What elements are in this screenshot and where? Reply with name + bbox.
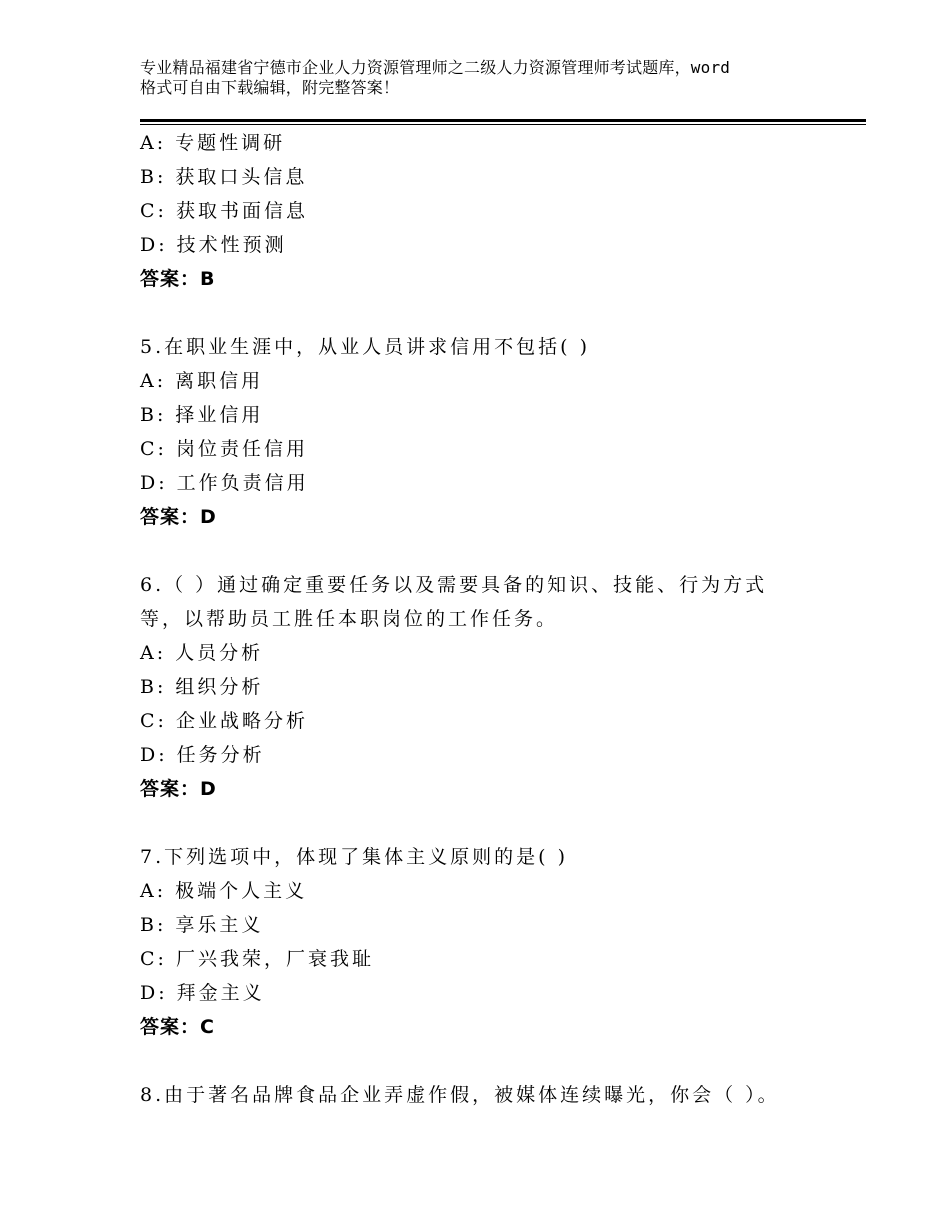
answer-label: 答案：D <box>140 506 217 528</box>
answer-label: 答案：C <box>140 1016 215 1038</box>
option-c: C: 获取书面信息 <box>140 200 308 222</box>
question-8 <box>140 1078 840 1112</box>
spacer <box>140 296 840 330</box>
option-a: A: 专题性调研 <box>140 132 286 154</box>
option-c: C: 厂兴我荣，厂衰我耻 <box>140 948 374 970</box>
option-a: A: 离职信用 <box>140 370 264 392</box>
spacer <box>140 806 840 840</box>
spacer <box>140 534 840 568</box>
question-5 <box>140 330 840 534</box>
option-c: C: 企业战略分析 <box>140 710 308 732</box>
header-title-line-2: 格式可自由下载编辑，附完整答案！ <box>140 78 400 97</box>
option-b: B: 享乐主义 <box>140 914 264 936</box>
question-stem: 7.下列选项中，体现了集体主义原则的是( ) <box>140 846 568 868</box>
question-stem-line-1: 6.（ ）通过确定重要任务以及需要具备的知识、技能、行为方式 <box>140 574 768 596</box>
option-c: C: 岗位责任信用 <box>140 438 308 460</box>
option-b: B: 择业信用 <box>140 404 264 426</box>
header-divider-thick <box>140 119 866 122</box>
document-header <box>140 58 840 98</box>
answer-label: 答案：B <box>140 268 216 290</box>
header-title-line-1: 专业精品福建省宁德市企业人力资源管理师之二级人力资源管理师考试题库，word <box>140 58 731 77</box>
question-7 <box>140 840 840 1044</box>
question-stem: 5.在职业生涯中，从业人员讲求信用不包括( ) <box>140 336 590 358</box>
option-d: D: 拜金主义 <box>140 982 265 1004</box>
option-a: A: 人员分析 <box>140 642 264 664</box>
question-stem-line-2: 等，以帮助员工胜任本职岗位的工作任务。 <box>140 608 559 630</box>
question-6 <box>140 568 840 806</box>
question-stem: 8.由于著名品牌食品企业弄虚作假，被媒体连续曝光，你会（ ）。 <box>140 1084 780 1106</box>
option-b: B: 获取口头信息 <box>140 166 308 188</box>
option-b: B: 组织分析 <box>140 676 264 698</box>
option-a: A: 极端个人主义 <box>140 880 308 902</box>
answer-label: 答案：D <box>140 778 217 800</box>
question-list <box>140 126 840 1112</box>
option-d: D: 任务分析 <box>140 744 265 766</box>
header-divider-thin <box>140 124 866 125</box>
question-4-continued <box>140 126 840 296</box>
spacer <box>140 1044 840 1078</box>
option-d: D: 工作负责信用 <box>140 472 309 494</box>
option-d: D: 技术性预测 <box>140 234 287 256</box>
